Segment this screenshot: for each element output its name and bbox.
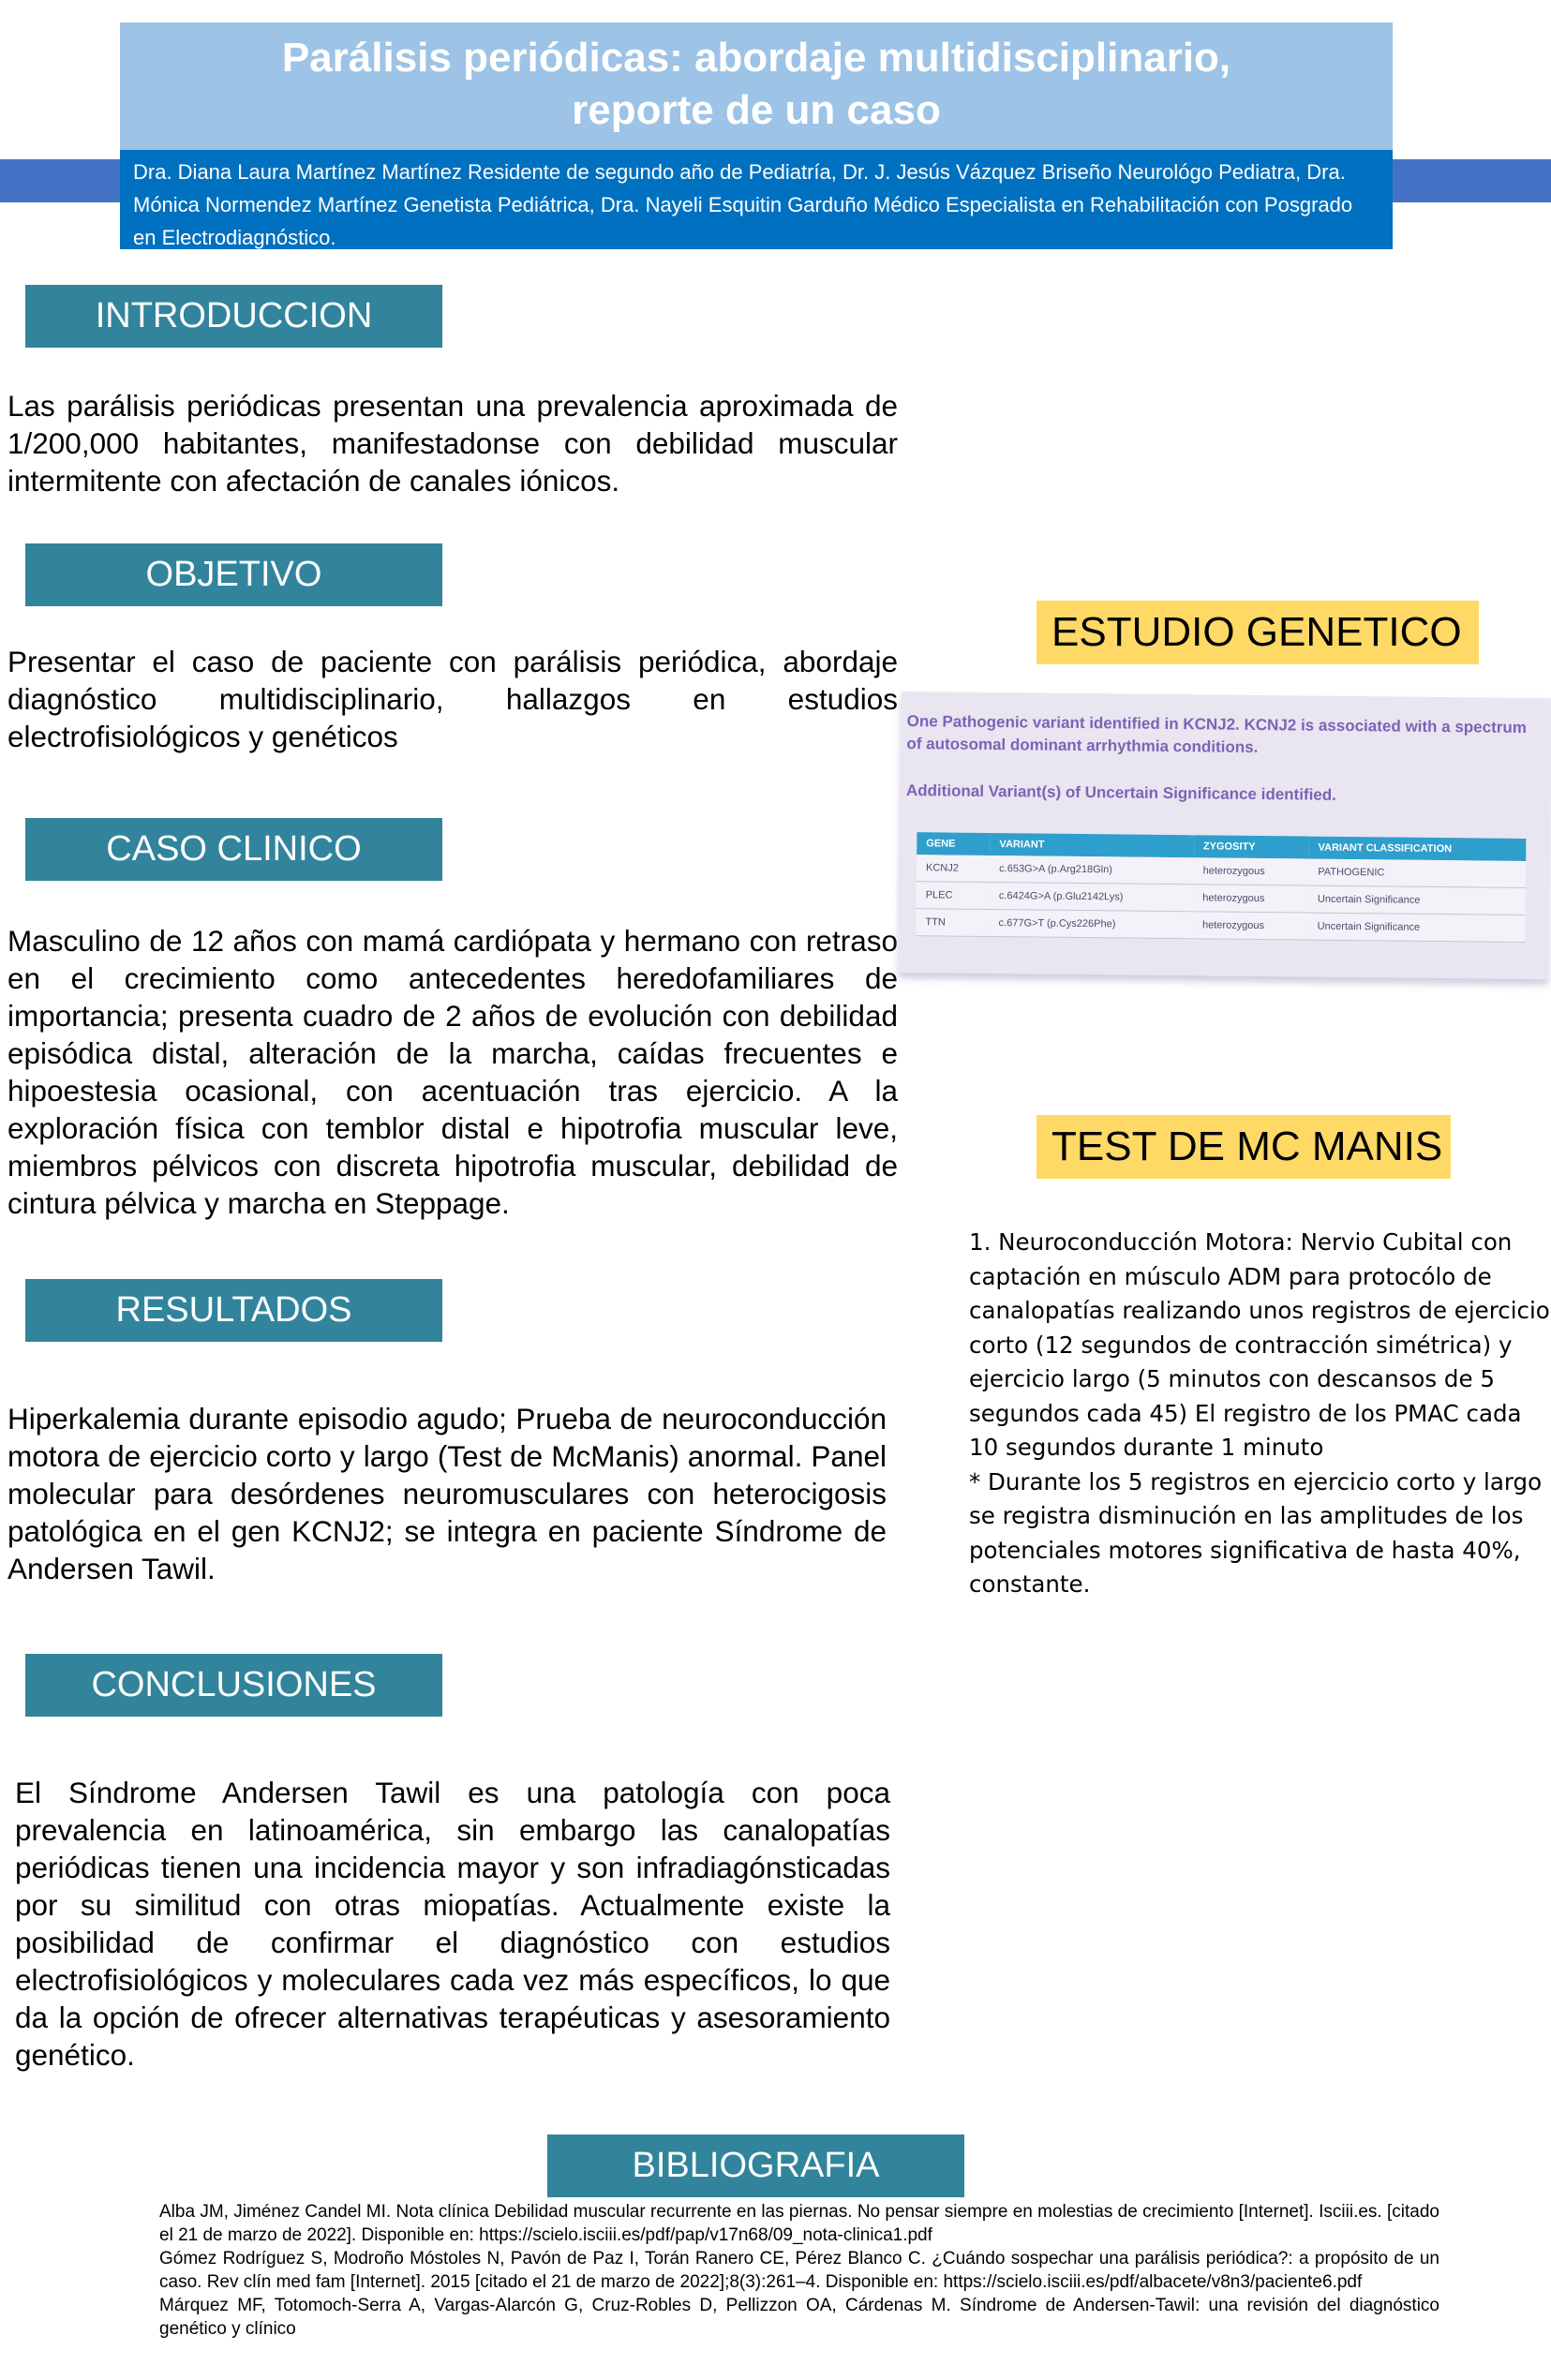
section-header-estudio-genetico: ESTUDIO GENETICO	[1036, 601, 1479, 664]
section-header-resultados: RESULTADOS	[25, 1279, 442, 1342]
col-header-gene: GENE	[917, 832, 990, 855]
reference-2: Gómez Rodríguez S, Modroño Móstoles N, Pavón de Paz I, Torán Ranero CE, Pérez Blanco C. ¿Cuándo sospechar una parálisis periódica?: a propósito de un caso. Rev clín med fam [Internet]. 2015 [citado el 21 de marzo de 2022];8(3):261–4. Disponible en: https://scielo.isciii.es/pdf/albacete/v8n3/paciente6.pdf	[159, 2249, 1439, 2292]
classification-cell: Uncertain Significance	[1307, 913, 1525, 942]
resultados-text: Hiperkalemia durante episodio agudo; Prueba de neuroconducción motora de ejercicio corto y largo (Test de McManis) anormal. Panel molecular para desórdenes neuromusculares con heterocigosis patológica en el gen KCNJ2; se integra en paciente Síndrome de Andersen Tawil.	[7, 1402, 887, 1585]
reference-1: Alba JM, Jiménez Candel MI. Nota clínica Debilidad muscular recurrente en las piernas. No pensar siempre en molestias de crecimiento [Internet]. Isciii.es. [citado el 21 de marzo de 2022]. Disponible en: https://scielo.isciii.es/pdf/pap/v17n68/09_nota-clinica1.pdf	[159, 2202, 1439, 2245]
introduccion-text: Las parálisis periódicas presentan una prevalencia aproximada de 1/200,000 habitantes, manifestadonse con debilidad muscular intermitente con afectación de canales iónicos.	[7, 389, 898, 498]
variant-cell: c.653G>A (p.Arg218Gln)	[990, 855, 1194, 885]
mcmanis-item-2: * Durante los 5 registros en ejercicio corto y largo se registra disminución en las amplitudes de los potenciales motores significativa de hasta 40%, constante.	[969, 1467, 1543, 1598]
classification-cell: PATHOGENIC	[1308, 859, 1526, 888]
gene-cell: PLEC	[917, 882, 990, 910]
mcmanis-item-1: 1. Neuroconducción Motora: Nervio Cubital con captación en músculo ADM para protocólo de canalopatías realizando unos registros de ejercicio corto (12 segundos de contracción simétrica) y ejercicio largo (5 minutos con descansos de 5 segundos cada 45) El registro de los PMAC cada 10 segundos durante 1 minuto	[969, 1228, 1550, 1461]
zygosity-cell: heterozygous	[1193, 857, 1308, 885]
col-header-zygosity: ZYGOSITY	[1194, 835, 1309, 858]
poster-title	[120, 32, 1393, 137]
reference-3: Márquez MF, Totomoch-Serra A, Vargas-Alarcón G, Cruz-Robles D, Pellizzon OA, Cárdenas M. Síndrome de Andersen-Tawil: una revisión del diagnóstico genético y clínico	[159, 2296, 1439, 2339]
variant-cell: c.677G>T (p.Cys226Phe)	[989, 909, 1193, 938]
bibliography-list	[159, 2200, 1439, 2341]
genetic-variants-table	[916, 832, 1526, 943]
section-header-conclusiones: CONCLUSIONES	[25, 1654, 442, 1717]
genetic-report-line-1: One Pathogenic variant identified in KCNJ2. KCNJ2 is associated with a spectrum of autosomal dominant arrhythmia conditions.	[906, 712, 1528, 756]
section-header-introduccion: INTRODUCCION	[25, 285, 442, 348]
zygosity-cell: heterozygous	[1193, 912, 1308, 940]
caso-clinico-text: Masculino de 12 años con mamá cardiópata y hermano con retraso en el crecimiento como antecedentes heredofamiliares de importancia; presenta cuadro de 2 años de evolución con debilidad episódica distal, alteración de la marcha, caídas frecuentes e hipoestesia ocasional, con acentuación tras ejercicio. A la exploración física con temblor distal e hipotrofia muscular leve, miembros pélvicos con discreta hipotrofia muscular, debilidad de cintura pélvica y marcha en Steppage.	[7, 924, 898, 1220]
zygosity-cell: heterozygous	[1193, 885, 1308, 913]
gene-cell: KCNJ2	[917, 855, 990, 882]
col-header-variant: VARIANT	[990, 833, 1194, 857]
title-line-1: Parálisis periódicas: abordaje multidisciplinario,	[281, 35, 1231, 81]
gene-cell: TTN	[916, 909, 989, 937]
mcmanis-text	[969, 1226, 1550, 1602]
objetivo-text: Presentar el caso de paciente con parálisis periódica, abordaje diagnóstico multidisciplinario, hallazgos en estudios electrofisiológicos y genéticos	[7, 645, 898, 753]
classification-cell: Uncertain Significance	[1308, 885, 1526, 915]
variant-cell: c.6424G>A (p.Glu2142Lys)	[990, 882, 1194, 911]
col-header-classification: VARIANT CLASSIFICATION	[1308, 837, 1526, 861]
section-header-caso-clinico: CASO CLINICO	[25, 818, 442, 881]
section-header-test-mc-manis: TEST DE MC MANIS	[1036, 1115, 1451, 1179]
section-header-bibliografia: BIBLIOGRAFIA	[547, 2135, 964, 2197]
title-line-2: reporte de un caso	[572, 87, 941, 133]
table-row	[916, 909, 1525, 943]
genetic-report-line-2: Additional Variant(s) of Uncertain Significance identified.	[905, 781, 1337, 804]
authors: Dra. Diana Laura Martínez Martínez Residente de segundo año de Pediatría, Dr. J. Jesús Vázquez Briseño Neurológo Pediatra, Dra. Mónica Normendez Martínez Genetista Pediátrica, Dra. Nayeli Esquitin Garduño Médico Especialista en Rehabilitación con Posgrado en Electrodiagnóstico.	[120, 150, 1393, 249]
conclusiones-text: El Síndrome Andersen Tawil es una patología con poca prevalencia en latinoamérica, sin embargo las canalopatías periódicas tienen una incidencia mayor y son infradiagónsticadas por su similitud con otras miopatías. Actualmente existe la posibilidad de confirmar el diagnóstico con estudios electrofisiológicos y moleculares cada vez más específicos, lo que da la opción de ofrecer alternativas terapéuticas y asesoramiento genético.	[15, 1776, 890, 2072]
section-header-objetivo: OBJETIVO	[25, 543, 442, 606]
genetic-report-image	[899, 692, 1551, 979]
